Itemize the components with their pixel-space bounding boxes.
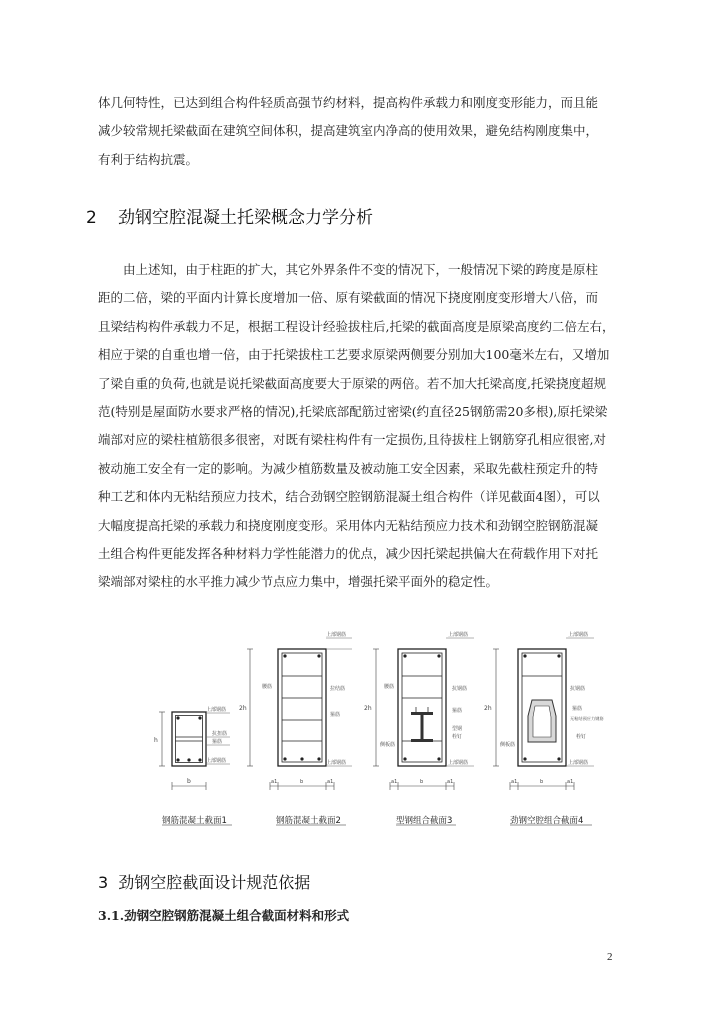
section-1-caption: 钢筋混凝土截面1 bbox=[162, 816, 227, 826]
label: b bbox=[540, 779, 544, 785]
intro-paragraph bbox=[98, 89, 628, 174]
label: 腰筋 bbox=[262, 684, 273, 690]
section-1-drawing bbox=[154, 706, 232, 826]
subsection-heading: 3.1.劲钢空腔钢筋混凝土组合截面材料和形式 bbox=[98, 908, 350, 923]
label: 上部钢筋 bbox=[568, 760, 589, 766]
text-line: 土组合构件更能发挥各种材料力学性能潜力的优点，减少因托梁起拱偏大在荷载作用下对托 bbox=[98, 545, 599, 561]
label: 上部钢筋 bbox=[568, 632, 589, 638]
section-4-caption: 劲钢空腔组合截面4 bbox=[510, 816, 584, 826]
text-line: 有利于结构抗震。 bbox=[98, 151, 199, 167]
label: 2h bbox=[364, 705, 372, 712]
label: a1 bbox=[447, 779, 454, 785]
cross-section-figure bbox=[140, 620, 610, 830]
label: 上部钢筋 bbox=[326, 632, 347, 638]
section-2-heading bbox=[86, 203, 373, 228]
label: 2h bbox=[484, 705, 492, 712]
section-2-paragraph bbox=[98, 256, 628, 597]
label: 栓钉 bbox=[576, 734, 587, 740]
label: 抗扭筋 bbox=[212, 731, 228, 737]
label: 拉结筋 bbox=[330, 686, 346, 692]
label: 箍筋 bbox=[330, 712, 341, 718]
label: 栓钉 bbox=[452, 734, 463, 740]
section-2-drawing bbox=[239, 631, 352, 826]
text-line: 端部对应的梁柱植筋很多很密，对既有梁柱构件有一定损伤,且待拔柱上钢筋穿孔相应很密,对 bbox=[98, 432, 606, 448]
text-line: 被动施工安全有一定的影响。为减少植筋数量及被动施工安全因素，采取先截柱预定升的特 bbox=[98, 460, 599, 476]
label: h bbox=[154, 737, 158, 744]
label: 箍筋 bbox=[212, 739, 223, 745]
section-2-caption: 钢筋混凝土截面2 bbox=[276, 816, 341, 826]
text-line: 了梁自重的负荷,也就是说托梁截面高度要大于原梁的两倍。若不加大托梁高度,托梁挠度超规 bbox=[98, 375, 606, 391]
label: b bbox=[300, 779, 304, 785]
text-line: 体几何特性，已达到组合构件轻质高强节约材料，提高构件承载力和刚度变形能力，而且能 bbox=[98, 95, 599, 110]
label: b bbox=[420, 779, 424, 785]
label: 上部钢筋 bbox=[206, 758, 227, 764]
section-2-title: 劲钢空腔混凝土托梁概念力学分析 bbox=[118, 208, 373, 228]
section-3-drawing bbox=[364, 631, 474, 826]
label: a1 bbox=[511, 779, 518, 785]
text-line: 由上述知，由于柱距的扩大，其它外界条件不变的情况下，一般情况下梁的跨度是原柱 bbox=[98, 262, 599, 277]
section-3-title: 劲钢空腔截面设计规范依据 bbox=[118, 873, 311, 892]
section-3-number: 3 bbox=[98, 873, 109, 892]
section-4-drawing bbox=[484, 631, 604, 826]
text-line: 相应于梁的自重也增一倍，由于托梁拔柱工艺要求原梁两侧要分别加大100毫米左右，又增加 bbox=[98, 347, 610, 363]
section-3-caption: 型钢组合截面3 bbox=[396, 816, 453, 826]
label: 上部钢筋 bbox=[326, 760, 347, 766]
label: 抗钢筋 bbox=[452, 686, 468, 692]
label: 2h bbox=[239, 705, 247, 712]
label: 侧板筋 bbox=[380, 742, 396, 748]
label: 箍筋 bbox=[452, 708, 463, 714]
label: 上部钢筋 bbox=[448, 632, 469, 638]
label: 抗钢筋 bbox=[570, 686, 586, 692]
text-line: 范(特别是屋面防水要求严格的情况),托梁底部配筋过密梁(约直径25钢筋需20多根),原托梁梁 bbox=[98, 403, 608, 419]
label: 型钢 bbox=[452, 726, 463, 732]
label: 侧板筋 bbox=[500, 742, 516, 748]
label: 腰筋 bbox=[384, 684, 395, 690]
label: 无粘结预应力钢筋 bbox=[570, 716, 604, 721]
label: a1 bbox=[271, 779, 278, 785]
text-line: 且梁结构构件承载力不足，根据工程设计经验拔柱后,托梁的截面高度是原梁高度约二倍左右， bbox=[98, 318, 615, 334]
label: a1 bbox=[391, 779, 398, 785]
text-line: 种工艺和体内无粘结预应力技术，结合劲钢空腔钢筋混凝土组合构件（详见截面4图），可以 bbox=[98, 489, 600, 505]
text-line: 梁端部对梁柱的水平推力减少节点应力集中，增强托梁平面外的稳定性。 bbox=[98, 574, 499, 590]
text-line: 距的二倍，梁的平面内计算长度增加一倍、原有梁截面的情况下挠度刚度变形增大八倍，而 bbox=[98, 290, 599, 306]
label: b bbox=[187, 778, 191, 785]
section-3-heading bbox=[98, 870, 310, 893]
page-number: 2 bbox=[607, 951, 613, 963]
label: a1 bbox=[327, 779, 334, 785]
label: a1 bbox=[567, 779, 574, 785]
section-2-number: 2 bbox=[86, 208, 97, 228]
text-line: 大幅度提高托梁的承载力和挠度刚度变形。采用体内无粘结预应力技术和劲钢空腔钢筋混凝 bbox=[98, 517, 599, 533]
label: 箍筋 bbox=[572, 706, 583, 712]
label: 上部钢筋 bbox=[206, 707, 227, 713]
text-line: 减少较常规托梁截面在建筑空间体积，提高建筑室内净高的使用效果，避免结构刚度集中， bbox=[98, 123, 599, 139]
label: 上部钢筋 bbox=[448, 760, 469, 766]
